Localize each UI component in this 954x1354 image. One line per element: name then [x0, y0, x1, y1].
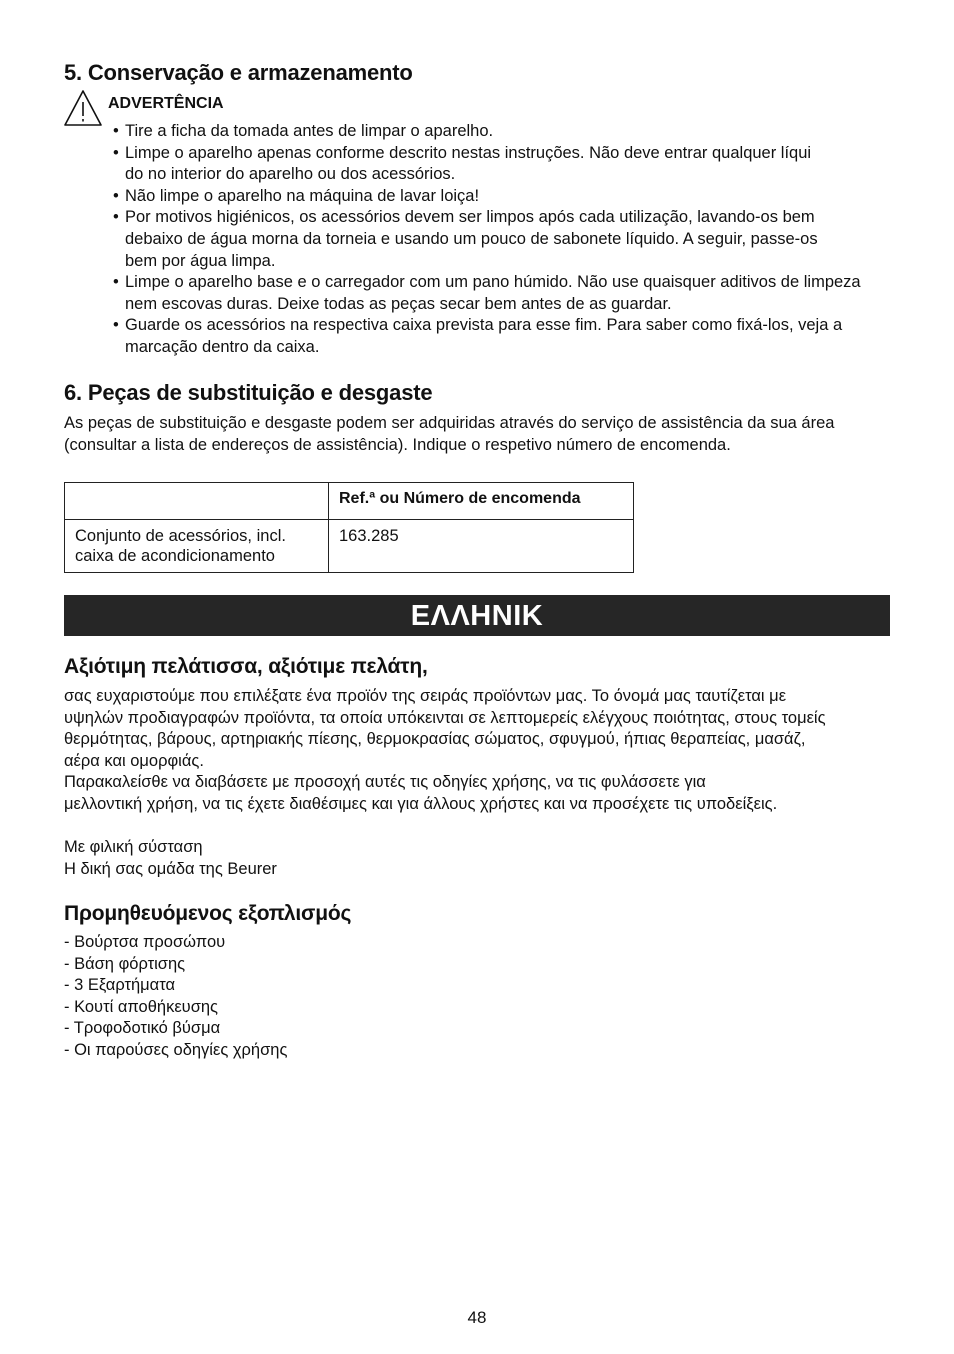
list-item: • Não limpe o aparelho na máquina de lavar loiça!: [111, 186, 901, 208]
table-header-row: [65, 483, 634, 520]
equipment-list: [64, 932, 287, 1062]
list-item: - Βάση φόρτισης: [64, 954, 186, 973]
page-number: 48: [467, 1308, 487, 1327]
warning-label: ADVERTÊNCIA: [108, 95, 224, 112]
list-item: - Βούρτσα προσώπου: [64, 933, 226, 951]
table-cell-item: Conjunto de acessórios, incl. caixa de acondicionamento: [65, 520, 329, 573]
language-banner: [64, 595, 890, 636]
list-item: • Limpe o aparelho apenas conforme descrito nestas instruções. Não deve entrar qualquer líqui do no interior do aparelho ou dos acessórios.: [111, 143, 901, 186]
list-item: • Por motivos higiénicos, os acessórios devem ser limpos após cada utilização, lavando-os bem debaixo de água morna da torneia e usando um pouco de sabonete líquido. A seguir, passe-os bem por água limpa.: [111, 207, 901, 272]
table-cell-ref: 163.285: [329, 520, 634, 573]
list-item: - Κουτί αποθήκευσης: [64, 997, 219, 1016]
greeting-body: σας ευχαριστούμε που επιλέξατε ένα προϊόν της σειράς προϊόντων μας. Το όνομά μας ταυτίζεται με υψηλών προδιαγραφών προϊόντα, τα οποία υπόκεινται σε λεπτομερείς ελέγχους ποιότητας, στους τομείς θερμότητας, βάρους, αρτηριακής πίεσης, θερμοκρασίας σώματος, σφυγμού, ήπιας θεραπείας, μασάζ, αέρα και ομορφιάς. Παρακαλείσθε να διαβάσετε με προσοχή αυτές τις οδηγίες χρήσης, να τις φυλάσσετε για μελλοντική χρήση, να τις έχετε διαθέσιμες και για άλλους χρήστες και να προσέχετε τις υποδείξεις.: [64, 687, 826, 813]
list-item: - Τροφοδοτικό βύσμα: [64, 1019, 221, 1038]
list-item: • Guarde os acessórios na respectiva caixa prevista para esse fim. Para saber como fixá-los, veja a marcação dentro da caixa.: [111, 315, 901, 358]
table-header-ref: Ref.ª ou Número de encomenda: [329, 483, 634, 520]
list-item: - Οι παρούσες οδηγίες χρήσης: [64, 1040, 288, 1059]
signoff: Με φιλική σύσταση Η δική σας ομάδα της Beurer: [64, 838, 277, 878]
list-item: • Tire a ficha da tomada antes de limpar o aparelho.: [111, 121, 901, 143]
maintenance-bullet-list: [111, 121, 901, 359]
equipment-heading: Προμηθευόμενος εξοπλισμός: [64, 902, 352, 925]
list-item: • Limpe o aparelho base e o carregador com um pano húmido. Não use quaisquer aditivos de limpeza nem escovas duras. Deixe todas as peças secar bem antes de as guardar.: [111, 272, 901, 315]
greeting-heading: Αξιότιμη πελάτισσα, αξιότιμε πελάτη,: [64, 655, 428, 678]
section-heading-spare-parts: 6. Peças de substituição e desgaste: [64, 380, 433, 405]
table-header-empty: [65, 483, 329, 520]
section-heading-maintenance: 5. Conservação e armazenamento: [64, 60, 413, 85]
spare-parts-table: [64, 482, 634, 573]
table-row: [65, 520, 634, 573]
list-item: - 3 Εξαρτήματα: [64, 976, 176, 995]
warning-triangle-icon: [63, 89, 103, 127]
language-banner-text: ΕΛΛΗΝΙΚ: [410, 600, 544, 632]
spare-parts-intro: As peças de substituição e desgaste podem ser adquiridas através do serviço de assistência da sua área (consultar a lista de endereços de assistência). Indique o respetivo número de encomenda.: [64, 414, 835, 454]
